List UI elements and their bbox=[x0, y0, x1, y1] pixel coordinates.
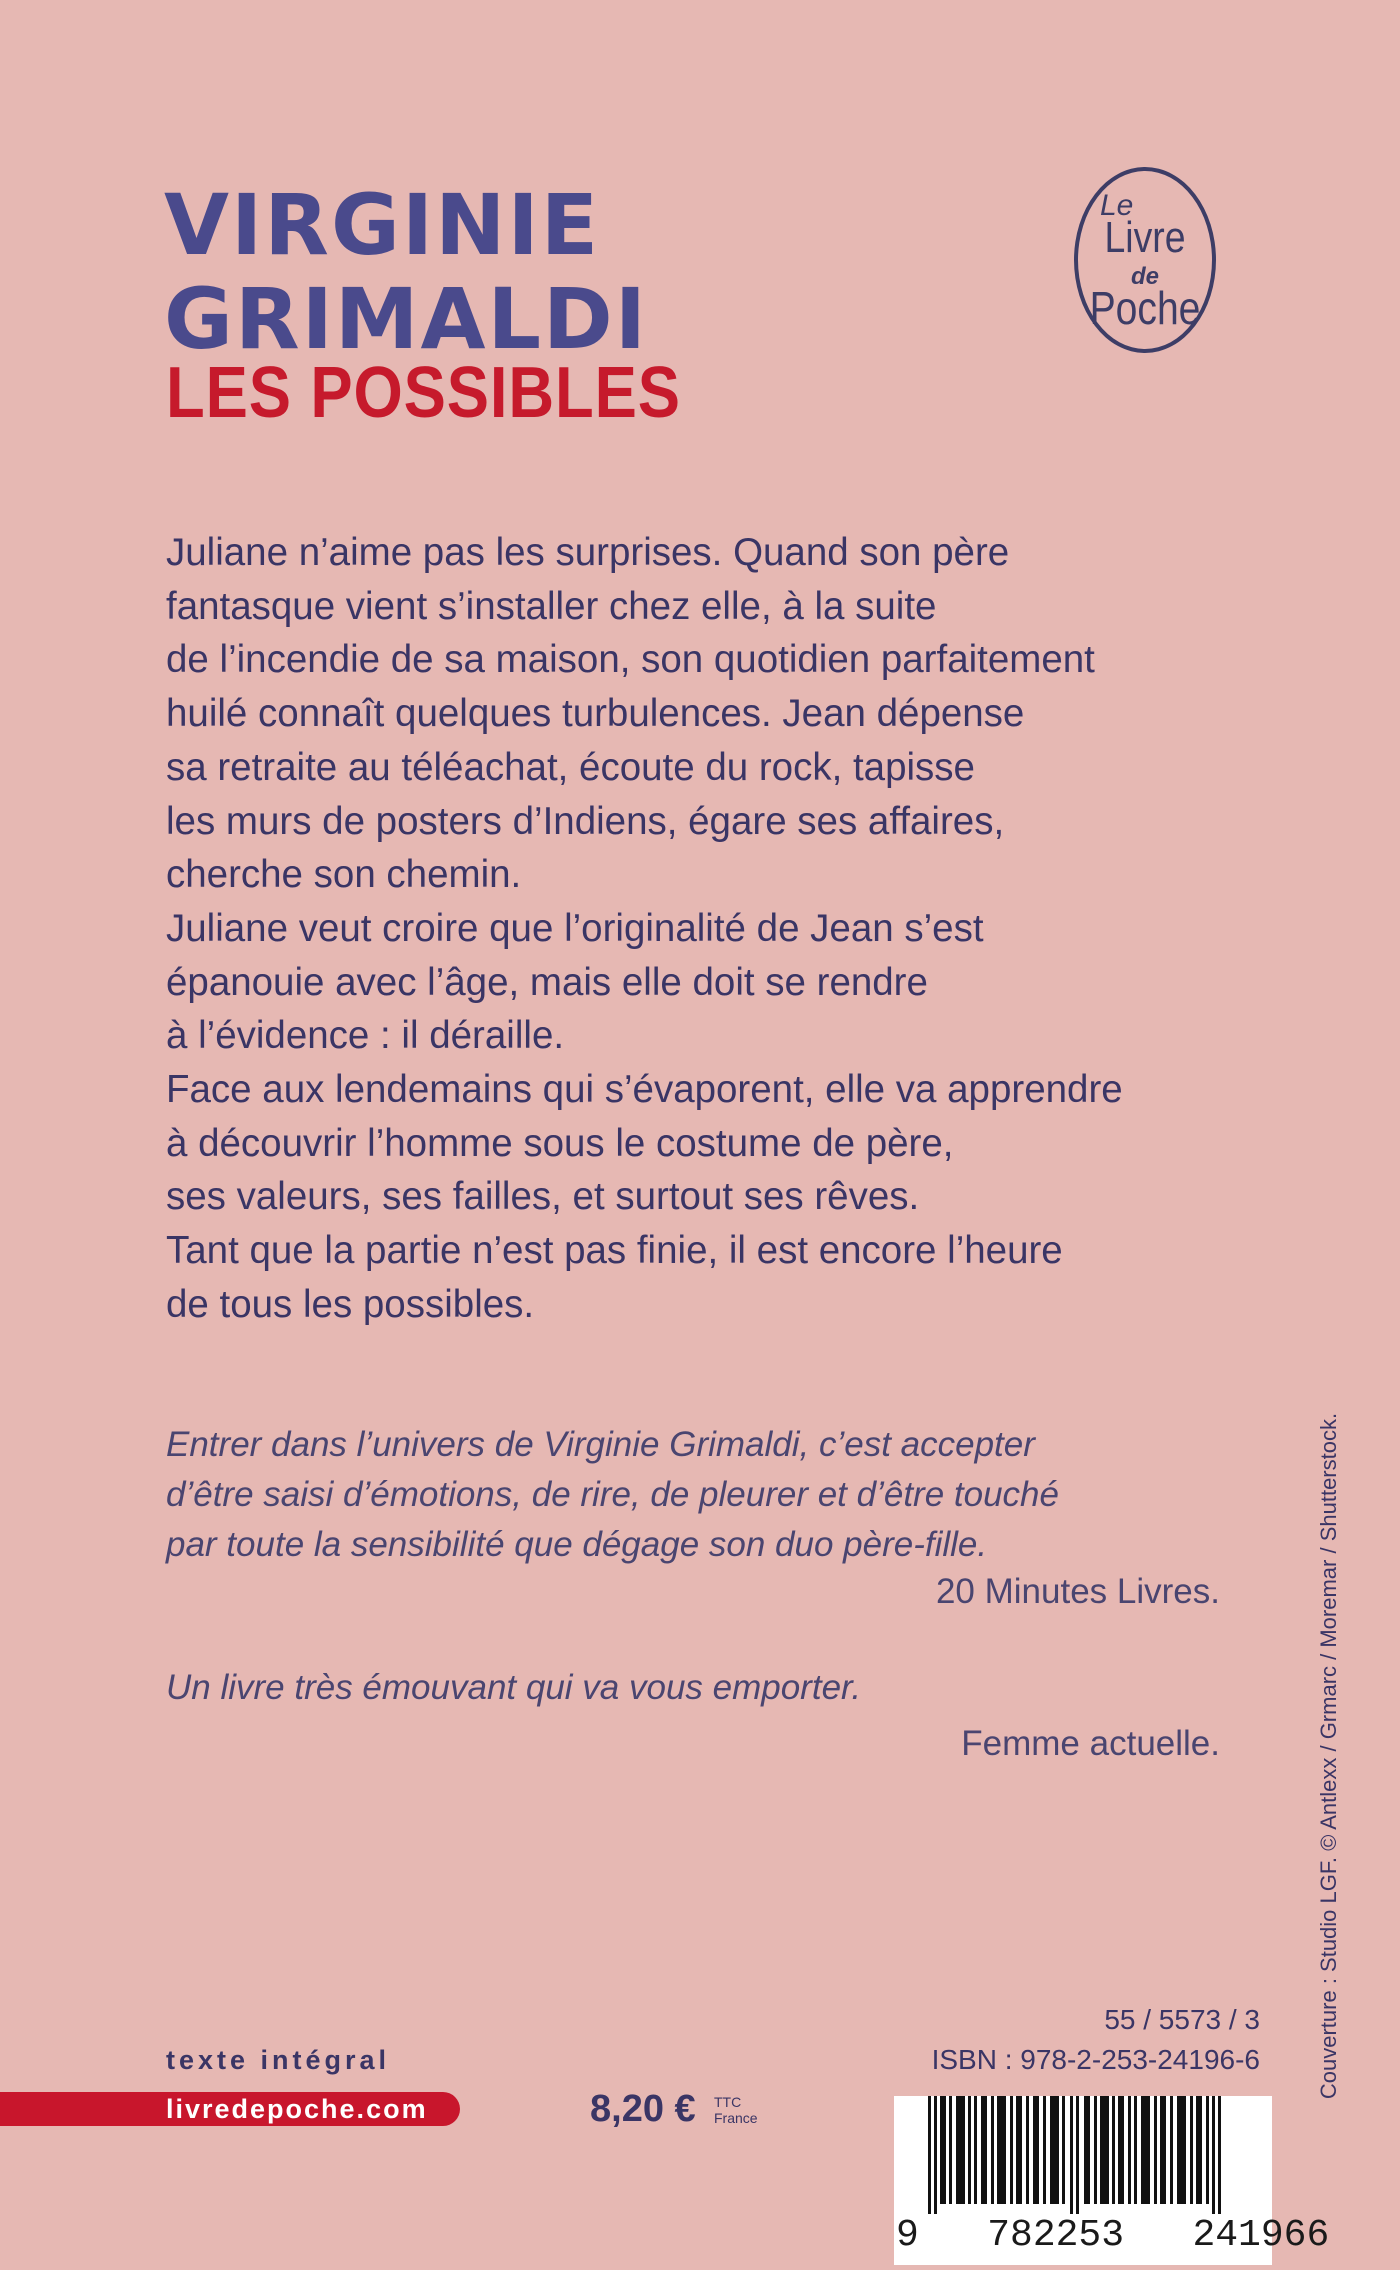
review-quote-2: Un livre très émouvant qui va vous emporter. bbox=[166, 1668, 862, 1707]
synopsis-line: Tant que la partie n’est pas finie, il est encore l’heure bbox=[166, 1229, 1063, 1273]
publisher-logo bbox=[1074, 167, 1216, 353]
synopsis-line: Juliane veut croire que l’originalité de Jean s’est bbox=[166, 906, 984, 950]
country-label: France bbox=[714, 2110, 758, 2126]
review-quote-line: Entrer dans l’univers de Virginie Grimaldi, c’est accepter bbox=[166, 1425, 1035, 1464]
book-title: LES POSSIBLES bbox=[166, 353, 681, 433]
logo-line-de: de bbox=[1130, 263, 1159, 290]
synopsis-line: ses valeurs, ses failles, et surtout ses rêves. bbox=[166, 1175, 920, 1219]
synopsis bbox=[166, 526, 1266, 1332]
author-first-name: VIRGINIE bbox=[164, 176, 601, 274]
synopsis-line: cherche son chemin. bbox=[166, 853, 522, 897]
synopsis-line: à découvrir l’homme sous le costume de père, bbox=[166, 1121, 954, 1165]
synopsis-line: fantasque vient s’installer chez elle, à la suite bbox=[166, 584, 937, 628]
author-name bbox=[164, 178, 648, 366]
review-quote-line: par toute la sensibilité que dégage son duo père-fille. bbox=[166, 1525, 988, 1564]
price-tax-note bbox=[714, 2094, 758, 2126]
logo-line-livre: Livre bbox=[1104, 213, 1186, 262]
ttc-label: TTC bbox=[714, 2094, 742, 2110]
website-link[interactable]: livredepoche.com bbox=[166, 2094, 428, 2124]
synopsis-line: Face aux lendemains qui s’évaporent, elle va apprendre bbox=[166, 1068, 1123, 1112]
synopsis-line: de tous les possibles. bbox=[166, 1282, 535, 1326]
author-last-name: GRIMALDI bbox=[164, 270, 648, 368]
texte-integral-label: texte intégral bbox=[166, 2045, 391, 2075]
catalog-reference: 55 / 5573 / 3 bbox=[1104, 2004, 1260, 2035]
review-quote-line: d’être saisi d’émotions, de rire, de pleurer et d’être touché bbox=[166, 1475, 1059, 1514]
synopsis-line: huilé connaît quelques turbulences. Jean dépense bbox=[166, 692, 1025, 736]
cover-credit: Couverture : Studio LGF. © Antlexx / Grmarc / Moremar / Shutterstock. bbox=[1316, 1412, 1341, 2100]
synopsis-line: Juliane n’aime pas les surprises. Quand son père bbox=[166, 531, 1010, 574]
isbn: ISBN : 978-2-253-24196-6 bbox=[931, 2044, 1260, 2075]
review-quote-1 bbox=[166, 1420, 1226, 1570]
price: 8,20 € bbox=[590, 2088, 696, 2130]
review-source-2: Femme actuelle. bbox=[961, 1724, 1220, 1763]
synopsis-line: de l’incendie de sa maison, son quotidien parfaitement bbox=[166, 638, 1095, 682]
barcode-digits: 9 782253 241966 bbox=[896, 2214, 1330, 2257]
logo-line-poche: Poche bbox=[1089, 282, 1201, 334]
synopsis-line: les murs de posters d’Indiens, égare ses affaires, bbox=[166, 799, 1005, 843]
logo-line-le: Le bbox=[1100, 189, 1134, 222]
synopsis-line: à l’évidence : il déraille. bbox=[166, 1014, 565, 1058]
review-source-1: 20 Minutes Livres. bbox=[935, 1572, 1220, 1611]
synopsis-line: épanouie avec l’âge, mais elle doit se rendre bbox=[166, 960, 928, 1004]
synopsis-line: sa retraite au téléachat, écoute du rock, tapisse bbox=[166, 745, 975, 789]
